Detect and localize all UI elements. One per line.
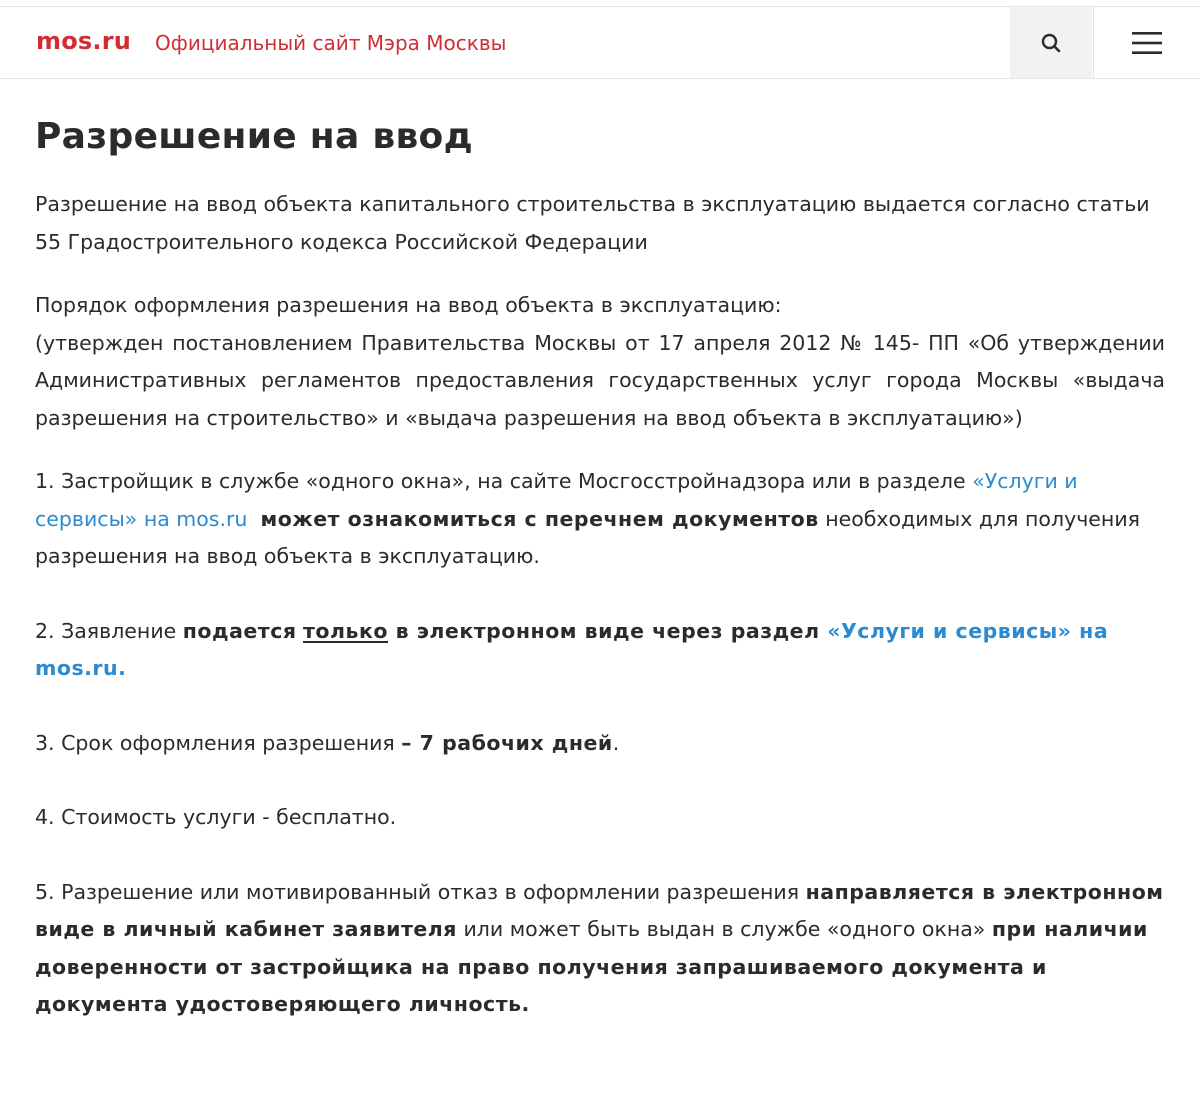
list-item-3 [35,725,1165,763]
page-title: Разрешение на ввод [35,116,473,157]
hamburger-menu-icon [1132,31,1162,55]
intro-paragraph: Разрешение на ввод объекта капитального строительства в эксплуатацию выдается согласно статьи 55 Градостроительного кодекса Российской Федерации [35,192,1150,254]
list-item-1 [35,463,1165,576]
services-link[interactable]: «Услуги и сервисы» на mos.ru [35,469,1078,531]
menu-button[interactable] [1093,7,1200,78]
item5-bold-2: при наличии доверенности от застройщика на право получения запрашиваемого документа и документа удостоверяющего личность. [35,917,1148,1016]
item1-suffix: необходимых для получения разрешения на ввод объекта в эксплуатацию. [35,506,1140,568]
order-basis: (утвержден постановлением Правительства Москвы от 17 апреля 2012 № 145- ПП «Об утверждении Административных регламентов предоставления государственных услуг города Москвы «выдача разрешения на строительство» и «выдача разрешения на ввод объекта в эксплуатацию») [35,330,1165,430]
order-heading: Порядок оформления разрешения на ввод объекта в эксплуатацию: [35,293,782,317]
item1-bold: может ознакомиться с перечнем документов [260,506,819,531]
list-item-5 [35,874,1165,1024]
order-section [35,287,1165,437]
services-link-2[interactable]: «Услуги и сервисы» на mos.ru. [35,618,1109,680]
search-button[interactable] [1010,7,1092,78]
site-title-link[interactable]: Официальный сайт Мэра Москвы [155,31,507,55]
article-content [35,80,1165,1024]
item5-middle: или может быть выдан в службе «одного окна» [456,917,992,941]
item3-bold: – 7 рабочих дней [401,730,613,755]
item3-text: 3. Срок оформления разрешения [35,730,402,755]
item2-bold: подается [182,618,297,643]
site-header [0,6,1200,79]
item1-text: 1. Застройщик в службе «одного окна», на сайте Мосгосстройнадзора или в разделе [35,469,973,493]
item2-text: 2. Заявление [35,618,183,643]
search-icon [1040,32,1062,54]
list-item-2 [35,613,1165,688]
list-item-4: 4. Стоимость услуги - бесплатно. [35,805,397,829]
item3-suffix: . [612,730,620,755]
item2-bold-2: в электронном виде через раздел [388,618,828,643]
item5-bold: направляется в электронном виде в личный кабинет заявителя [35,879,1164,941]
item2-underlined: только [303,618,388,643]
brand-logo-link[interactable]: mos.ru [36,27,132,55]
item5-text: 5. Разрешение или мотивированный отказ в оформлении разрешения [35,879,806,904]
